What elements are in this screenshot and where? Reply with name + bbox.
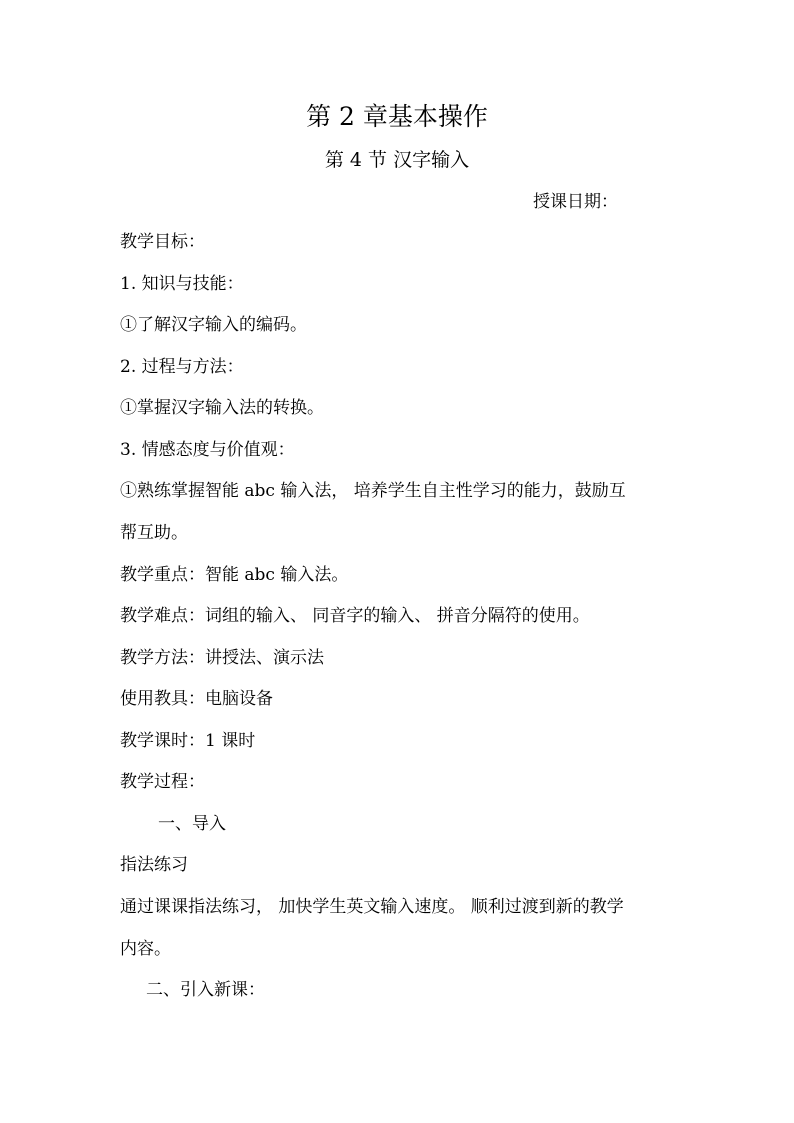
attitude-values-heading: 3. 情感态度与价值观： <box>120 440 295 460</box>
section-subtitle: 第 4 节 汉字输入 <box>324 149 470 171</box>
knowledge-skills-item: ①了解汉字输入的编码。 <box>120 315 307 335</box>
attitude-values-item-cont: 帮互助。 <box>120 523 188 543</box>
teaching-objectives-heading: 教学目标： <box>120 232 205 252</box>
process-method-heading: 2. 过程与方法： <box>120 357 244 377</box>
class-hours-line: 教学课时：1 课时 <box>120 731 256 751</box>
new-lesson-heading: 二、引入新课： <box>146 980 265 1000</box>
teaching-process-heading: 教学过程： <box>120 772 205 792</box>
teaching-method-line: 教学方法：讲授法、演示法 <box>120 648 324 668</box>
typing-practice-text-cont: 内容。 <box>120 939 171 959</box>
knowledge-skills-heading: 1. 知识与技能： <box>120 274 244 294</box>
teaching-aids-line: 使用教具：电脑设备 <box>120 689 273 709</box>
key-point-line: 教学重点：智能 abc 输入法。 <box>120 565 349 585</box>
introduction-heading: 一、导入 <box>158 814 226 834</box>
difficult-point-line: 教学难点：词组的输入、 同音字的输入、 拼音分隔符的使用。 <box>120 606 590 626</box>
attitude-values-item: ①熟练掌握智能 abc 输入法， 培养学生自主性学习的能力，鼓励互 <box>120 481 626 501</box>
document-title: 第 2 章基本操作 <box>306 102 488 131</box>
typing-practice-text: 通过课课指法练习， 加快学生英文输入速度。 顺利过渡到新的教学 <box>120 897 624 917</box>
process-method-item: ①掌握汉字输入法的转换。 <box>120 398 324 418</box>
typing-practice-heading: 指法练习 <box>120 855 188 875</box>
teaching-date-label: 授课日期： <box>533 192 618 212</box>
